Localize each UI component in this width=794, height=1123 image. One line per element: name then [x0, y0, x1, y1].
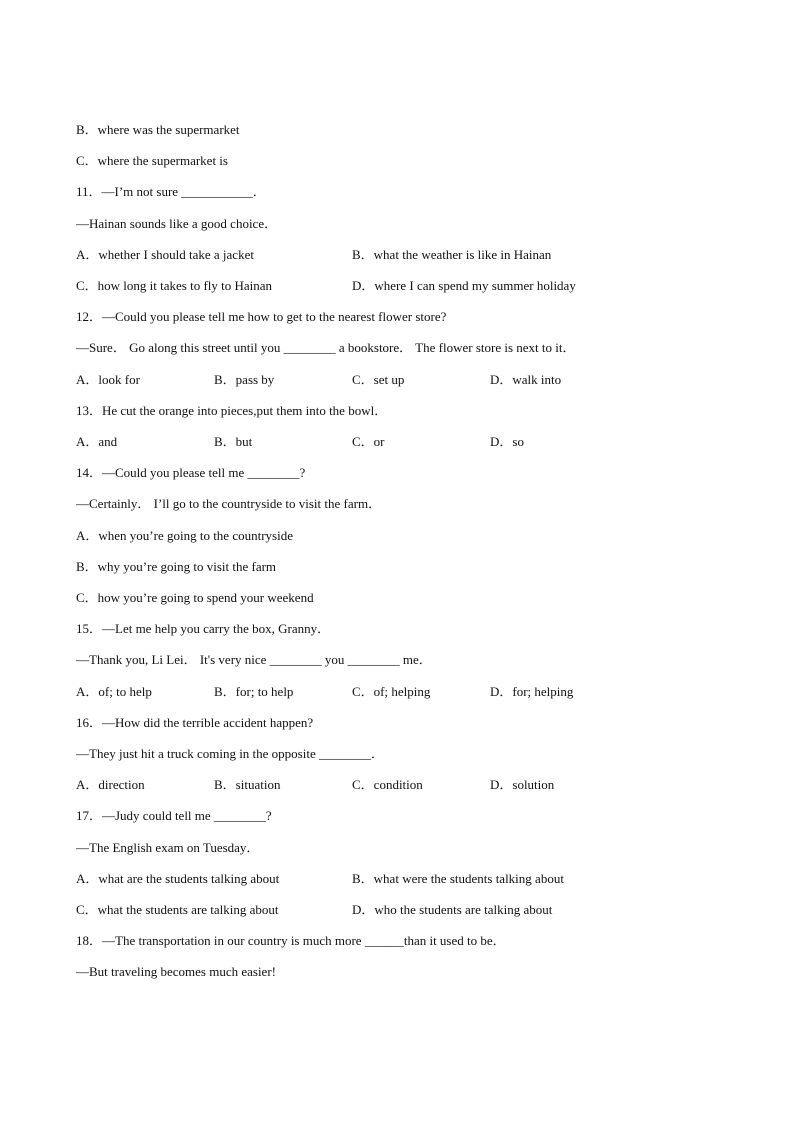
q17-stem: 17．—Judy could tell me ________?: [76, 808, 272, 823]
q16-option-a: A．direction: [76, 777, 145, 792]
q12-option-b: B．pass by: [214, 372, 275, 387]
q11-option-a: A．whether I should take a jacket: [76, 247, 254, 262]
q15-option-a: A．of; to help: [76, 684, 152, 699]
q17-reply: —The English exam on Tuesday．: [76, 840, 260, 855]
q12-reply: —Sure． Go along this street until you ________ a bookstore． The flower store is next to it．: [76, 340, 576, 355]
q10-option-c: C．where the supermarket is: [76, 153, 228, 168]
q18-reply: —But traveling becomes much easier!: [76, 964, 276, 979]
q17-option-a: A．what are the students talking about: [76, 871, 280, 886]
q12-option-a: A．look for: [76, 372, 140, 387]
q11-option-b: B．what the weather is like in Hainan: [352, 247, 552, 262]
q15-option-b: B．for; to help: [214, 684, 294, 699]
q15-option-d: D．for; helping: [490, 684, 574, 699]
q16-reply: —They just hit a truck coming in the opposite ________．: [76, 746, 384, 761]
q16-option-b: B．situation: [214, 777, 281, 792]
q12-option-c: C．set up: [352, 372, 405, 387]
q17-option-c: C．what the students are talking about: [76, 902, 279, 917]
q10-option-b: B．where was the supermarket: [76, 122, 240, 137]
q15-option-c: C．of; helping: [352, 684, 431, 699]
q16-option-d: D．solution: [490, 777, 555, 792]
q11-option-c: C．how long it takes to fly to Hainan: [76, 278, 273, 293]
q13-stem: 13．He cut the orange into pieces,put them into the bowl．: [76, 403, 388, 418]
q12-option-d: D．walk into: [490, 372, 562, 387]
q14-stem: 14．—Could you please tell me ________?: [76, 465, 306, 480]
q17-option-b: B．what were the students talking about: [352, 871, 564, 886]
q18-stem: 18．—The transportation in our country is much more ______than it used to be．: [76, 933, 506, 948]
q13-option-c: C．or: [352, 434, 385, 449]
q11-stem: 11．—I’m not sure ___________．: [76, 184, 266, 199]
q12-stem: 12．—Could you please tell me how to get to the nearest flower store?: [76, 309, 447, 324]
q16-stem: 16．—How did the terrible accident happen?: [76, 715, 314, 730]
q15-stem: 15．—Let me help you carry the box, Granny．: [76, 621, 331, 636]
q17-option-d: D．who the students are talking about: [352, 902, 553, 917]
q14-option-b: B．why you’re going to visit the farm: [76, 559, 277, 574]
q13-option-b: B．but: [214, 434, 253, 449]
q16-option-c: C．condition: [352, 777, 423, 792]
q15-reply: —Thank you, Li Lei． It's very nice ________ you ________ me．: [76, 652, 432, 667]
q13-option-a: A．and: [76, 434, 118, 449]
q14-reply: —Certainly． I’ll go to the countryside to visit the farm．: [76, 496, 382, 511]
q13-option-d: D．so: [490, 434, 524, 449]
q14-option-a: A．when you’re going to the countryside: [76, 528, 293, 543]
q11-option-d: D．where I can spend my summer holiday: [352, 278, 576, 293]
q11-reply: —Hainan sounds like a good choice．: [76, 216, 278, 231]
q14-option-c: C．how you’re going to spend your weekend: [76, 590, 314, 605]
